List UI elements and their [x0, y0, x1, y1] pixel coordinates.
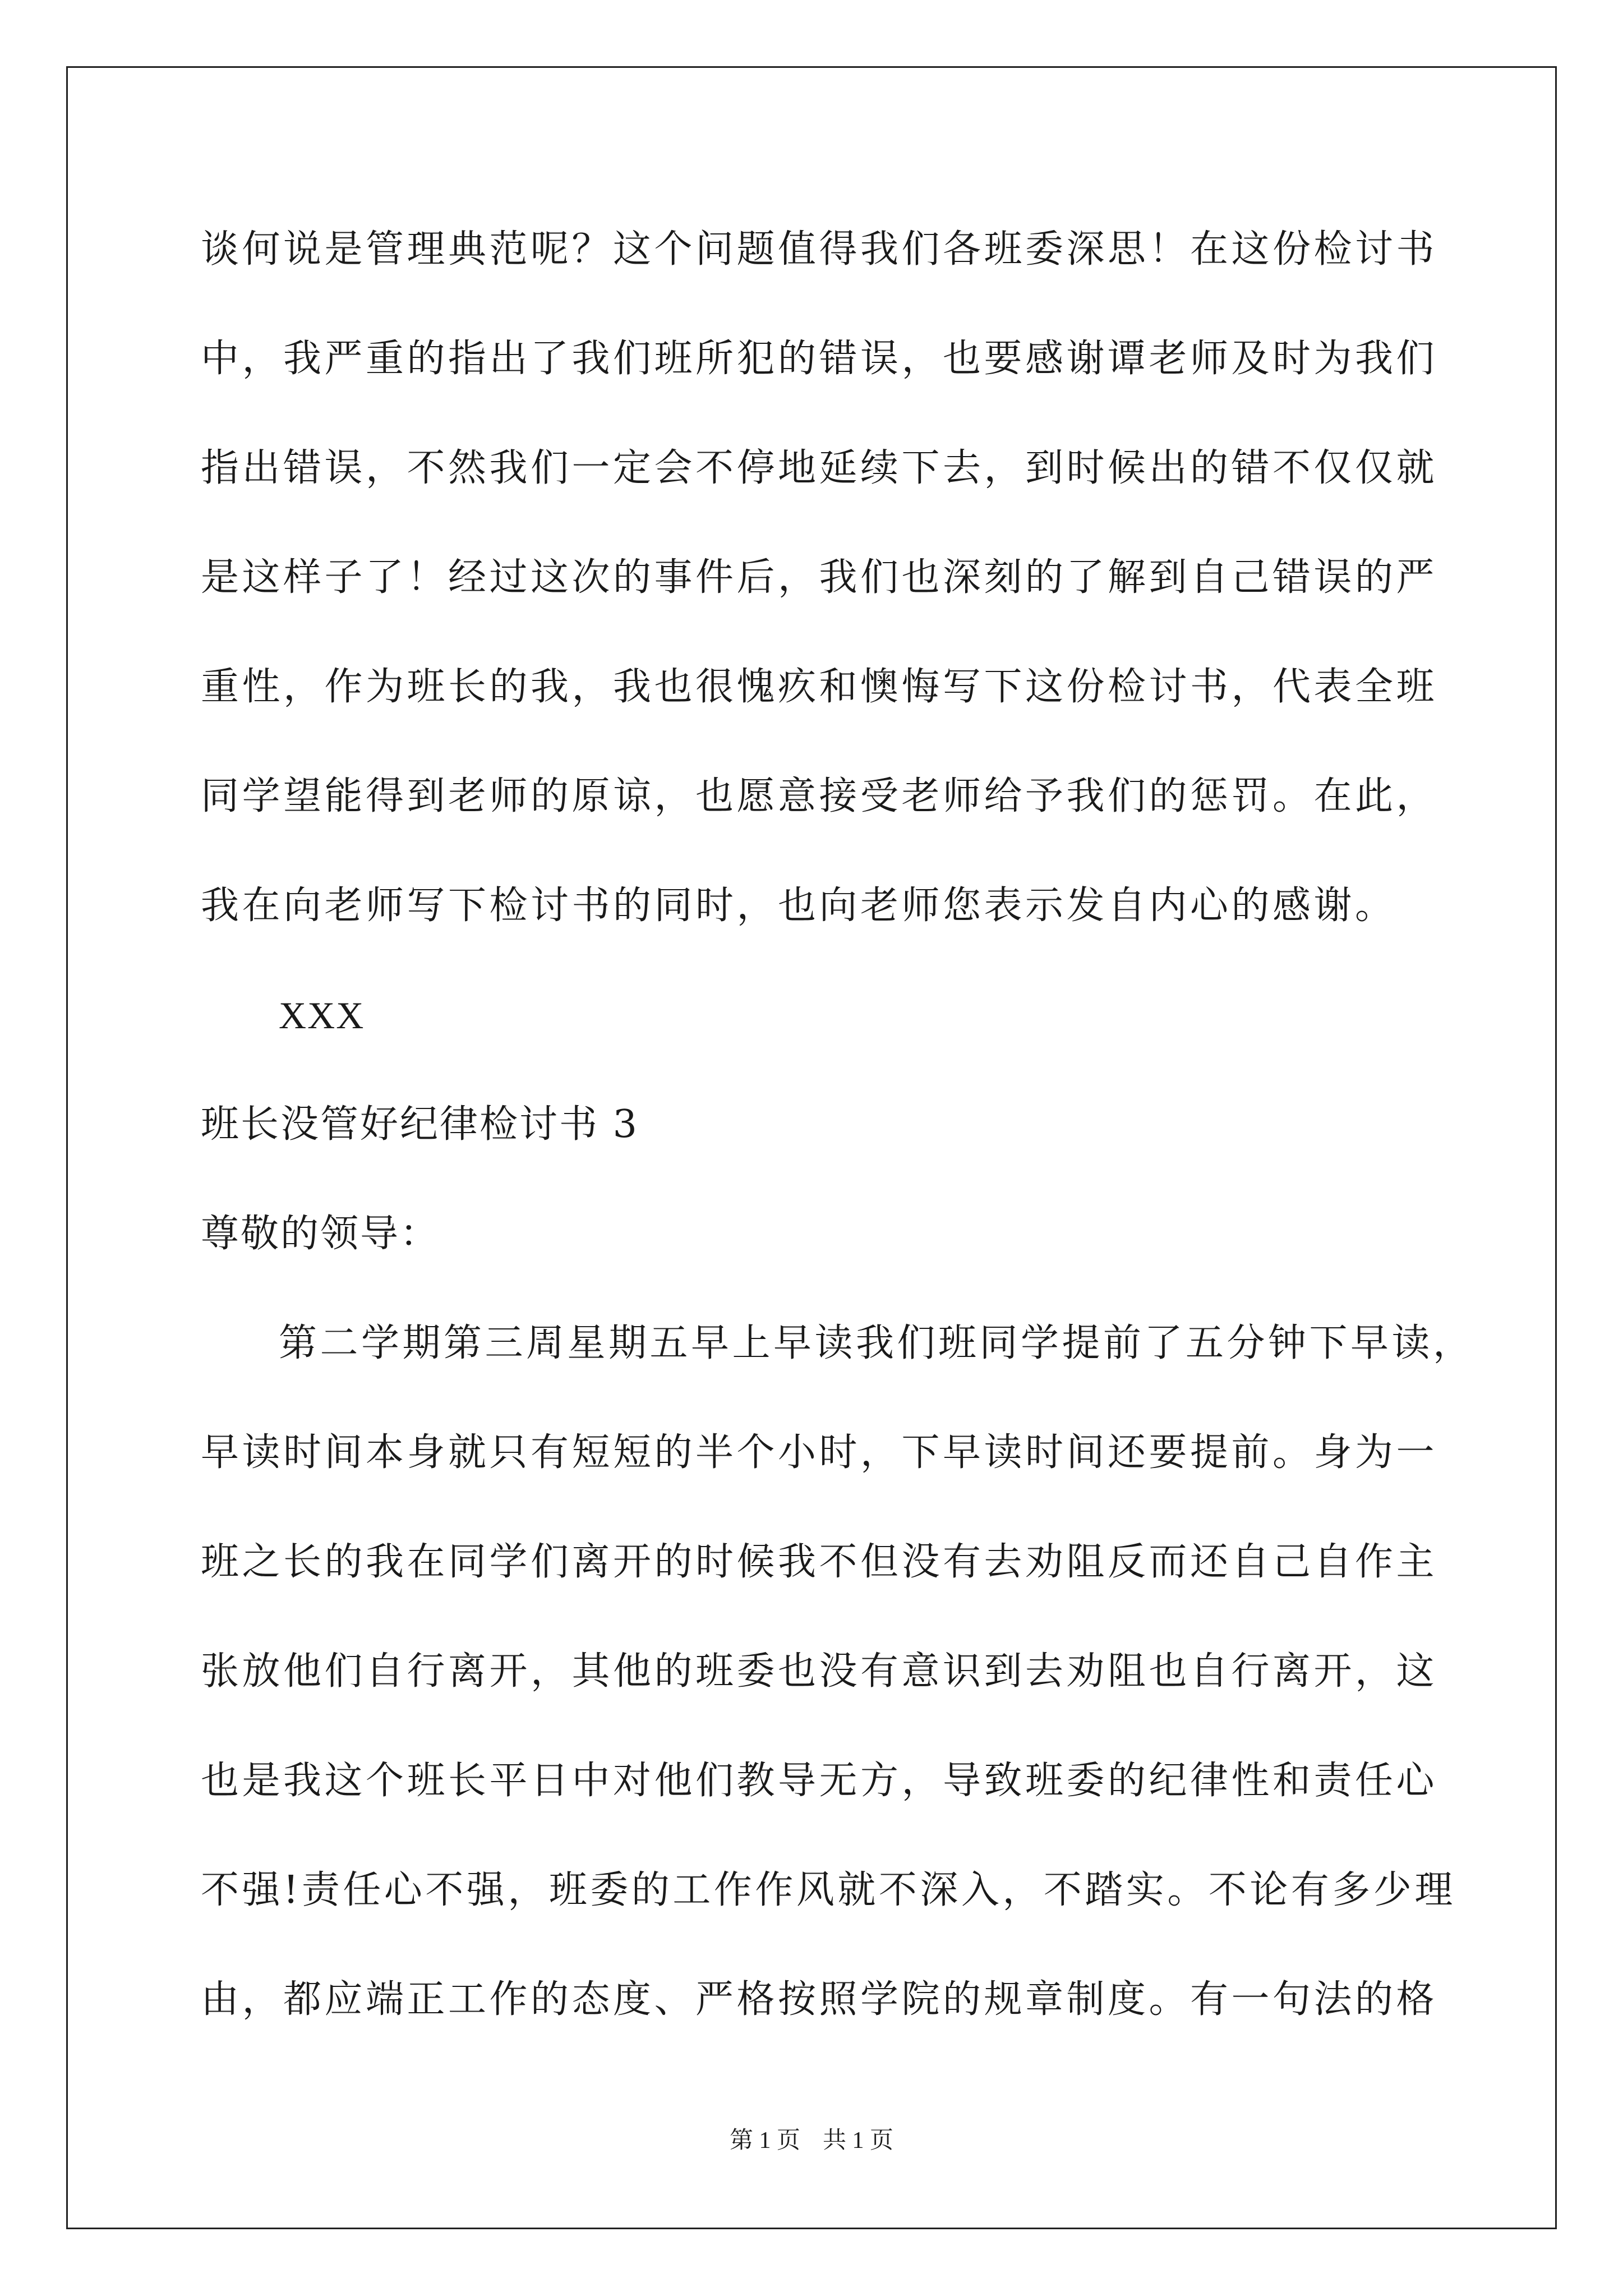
paragraph-line: 也是我这个班长平日中对他们教导无方，导致班委的纪律性和责任心: [201, 1759, 1438, 1803]
paragraph-line: 由，都应端正工作的态度、严格按照学院的规章制度。有一句法的格: [201, 1977, 1438, 2022]
text-line: 谈何说是管理典范呢？这个问题值得我们各班委深思！在这份检讨书: [201, 227, 1438, 272]
text-line: 中，我严重的指出了我们班所犯的错误，也要感谢谭老师及时为我们: [201, 337, 1438, 381]
paragraph-line: 张放他们自行离开，其他的班委也没有意识到去劝阻也自行离开，这: [201, 1649, 1438, 1694]
paragraph-line: 第二学期第三周星期五早上早读我们班同学提前了五分钟下早读，: [279, 1321, 1474, 1365]
text-line: 同学望能得到老师的原谅，也愿意接受老师给予我们的惩罚。在此，: [201, 774, 1438, 818]
page-footer: [0, 2118, 1623, 2163]
page-number: 第 1 页: [729, 2128, 800, 2154]
page-total: 共 1 页: [823, 2128, 894, 2154]
text-line: 重性，作为班长的我，我也很愧疚和懊悔写下这份检讨书，代表全班: [201, 665, 1438, 709]
paragraph-line: 不强!责任心不强，班委的工作作风就不深入，不踏实。不论有多少理: [201, 1868, 1456, 1912]
text-line: 我在向老师写下检讨书的同时，也向老师您表示发自内心的感谢。: [201, 884, 1396, 928]
section-title: 班长没管好纪律检讨书 3: [201, 1102, 639, 1147]
signature: XXX: [279, 994, 365, 1037]
paragraph-line: 班之长的我在同学们离开的时候我不但没有去劝阻反而还自己自作主: [201, 1540, 1438, 1584]
salutation: 尊敬的领导：: [201, 1212, 440, 1256]
text-line: 是这样子了！经过这次的事件后，我们也深刻的了解到自己错误的严: [201, 555, 1438, 600]
text-line: 指出错误，不然我们一定会不停地延续下去，到时候出的错不仅仅就: [201, 446, 1438, 490]
paragraph-line: 早读时间本身就只有短短的半个小时，下早读时间还要提前。身为一: [201, 1430, 1438, 1475]
